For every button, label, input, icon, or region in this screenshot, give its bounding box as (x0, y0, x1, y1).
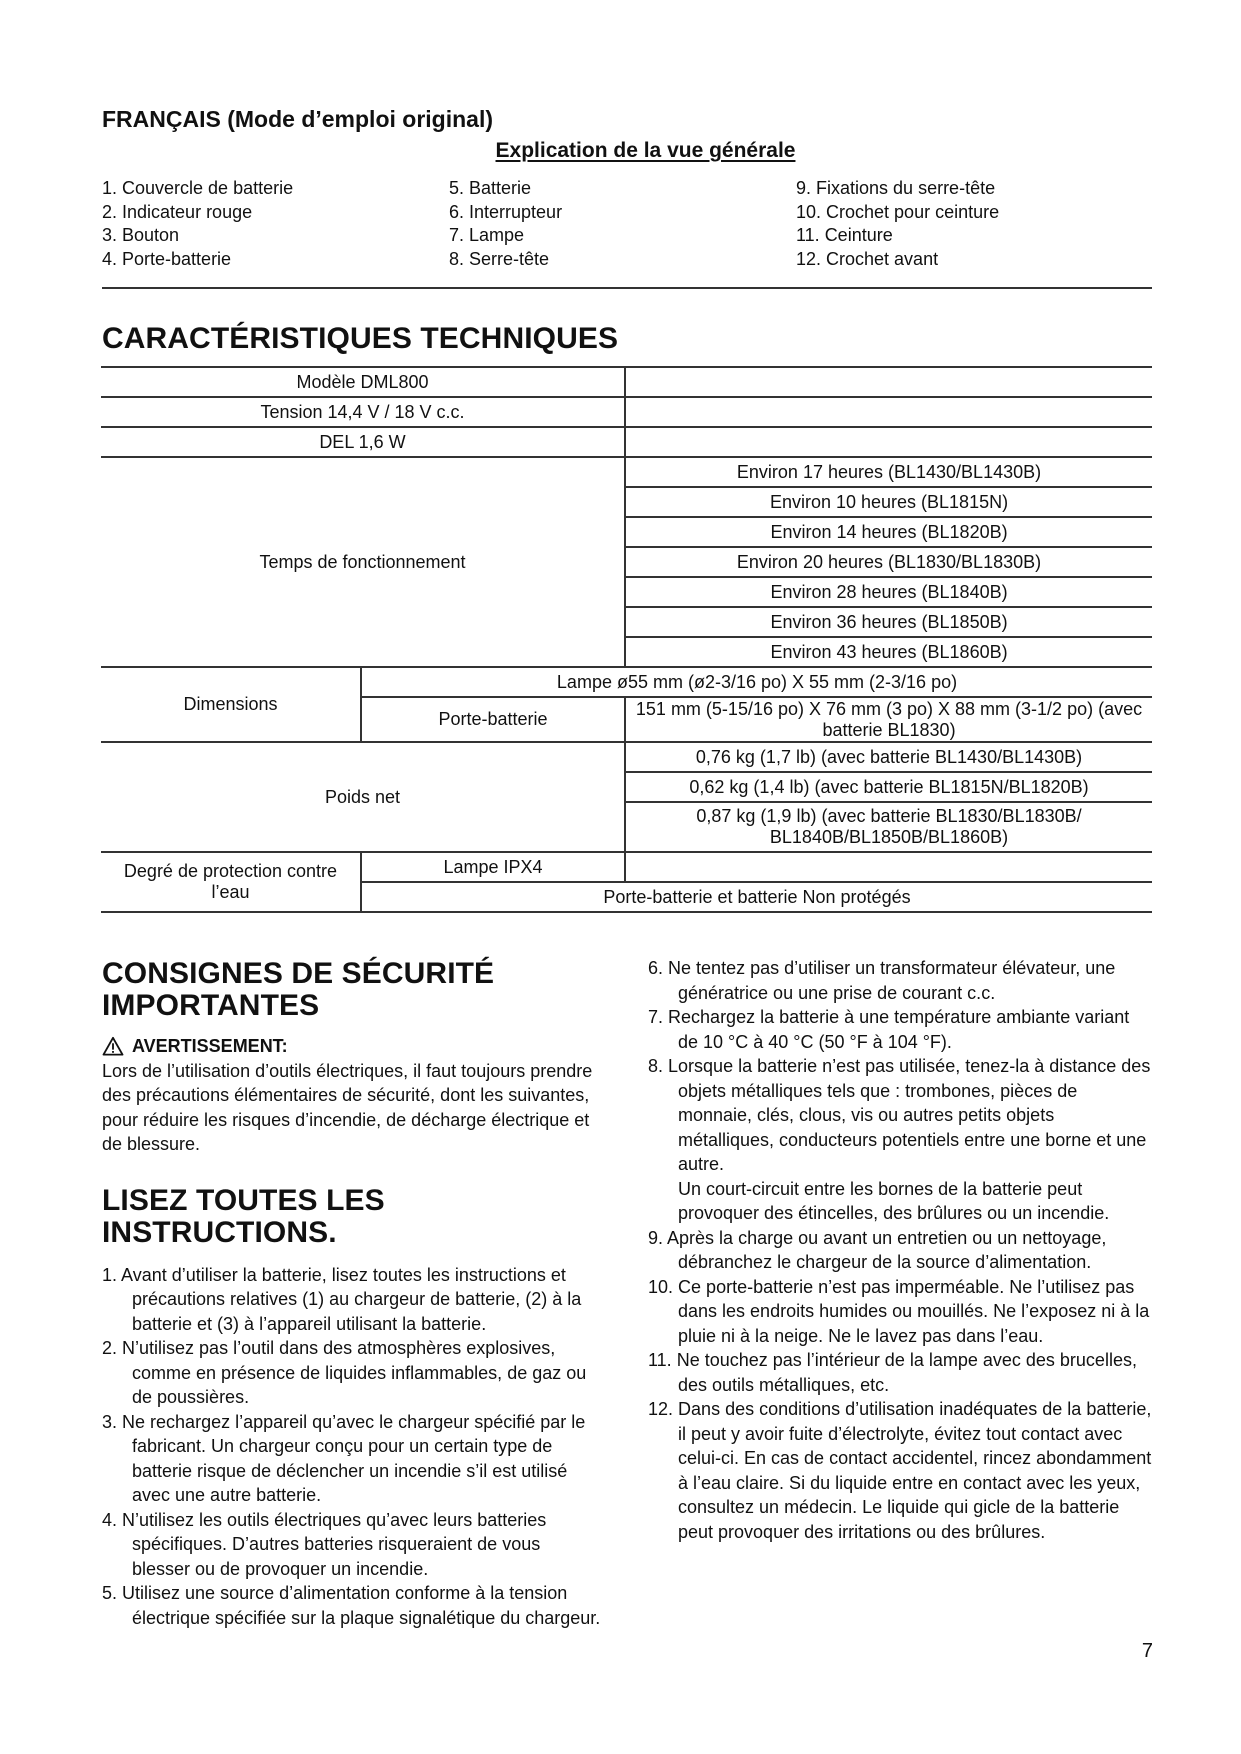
spec-runtime-value: Environ 36 heures (BL1850B) (625, 607, 1152, 637)
spec-weight-value: 0,62 kg (1,4 lb) (avec batterie BL1815N/BL1820B) (625, 772, 1152, 802)
spec-dim-holder-label: Porte-batterie (361, 697, 625, 742)
spec-weight-label: Poids net (101, 742, 625, 852)
part-item: 10. Crochet pour ceinture (796, 201, 1000, 222)
part-item: 12. Crochet avant (796, 248, 939, 269)
section-divider (102, 287, 1152, 289)
language-header: FRANÇAIS (Mode d’emploi original) (102, 106, 493, 132)
page-number: 7 (1141, 1640, 1153, 1662)
overview-title: Explication de la vue générale (495, 139, 796, 162)
safety-title: CONSIGNES DE SÉCURITÉ IMPORTANTES (102, 957, 495, 1022)
part-item: 8. Serre-tête (449, 248, 550, 269)
safety-item: 4. N’utilisez les outils électriques qu’avec leurs batteries spécifiques. D’autres batteries risqueraient de vous blesser ou de provoquer un incendie. (102, 1509, 547, 1579)
spec-runtime-value: Environ 20 heures (BL1830/BL1830B) (625, 547, 1152, 577)
safety-item: 5. Utilisez une source d’alimentation conforme à la tension électrique spécifiée sur la plaque signalétique du chargeur. (102, 1583, 601, 1628)
spec-runtime-value: Environ 10 heures (BL1815N) (625, 487, 1152, 517)
spec-row-model (101, 367, 1152, 397)
safety-item: 12. Dans des conditions d’utilisation inadéquates de la batterie, il peut y avoir fuite d’électrolyte, évitez tout contact avec celui-ci. En cas de contact accidentel, rincez abondamment à l’eau claire. Si du liquide entre en contact avec les yeux, consultez un médecin. Le liquide qui gicle de la batterie peut provoquer des irritations ou des brûlures. (648, 1399, 1152, 1542)
safety-list-left (102, 1263, 602, 1631)
part-item: 7. Lampe (449, 225, 525, 245)
spec-empty-cell (625, 427, 1152, 457)
warning-triangle-icon (102, 1036, 124, 1056)
warning-text: Lors de l’utilisation d’outils électriques, il faut toujours prendre des précautions élémentaires de sécurité, dont les suivantes, pour réduire les risques d’incendie, de décharge électrique et de blessure. (102, 1060, 593, 1154)
spec-empty-cell (625, 852, 1152, 882)
safety-item: 6. Ne tentez pas d’utiliser un transformateur élévateur, une génératrice ou une prise de courant c.c. (648, 958, 1116, 1003)
spec-row-voltage (101, 397, 1152, 427)
spec-runtime-value: Environ 43 heures (BL1860B) (625, 637, 1152, 667)
safety-item: 2. N’utilisez pas l’outil dans des atmosphères explosives, comme en présence de liquides inflammables, de gaz ou de poussières. (102, 1338, 587, 1407)
warning-label: AVERTISSEMENT: (132, 1036, 288, 1056)
spec-dim-holder-value: 151 mm (5-15/16 po) X 76 mm (3 po) X 88 mm (3-1/2 po) (avec batterie BL1830) (625, 697, 1152, 742)
specs-title: CARACTÉRISTIQUES TECHNIQUES (102, 322, 619, 355)
spec-protection-label: Degré de protection contre l’eau (101, 852, 361, 912)
safety-left-column (102, 958, 602, 1630)
spec-runtime-label: Temps de fonctionnement (101, 457, 625, 667)
warning-heading (102, 1034, 602, 1059)
spec-voltage: Tension 14,4 V / 18 V c.c. (101, 397, 625, 427)
safety-right-column (648, 956, 1153, 1544)
spec-dim-lamp: Lampe ø55 mm (ø2-3/16 po) X 55 mm (2-3/16 po) (361, 667, 1152, 697)
safety-item: 3. Ne rechargez l’appareil qu’avec le chargeur spécifié par le fabricant. Un chargeur conçu pour un certain type de batterie risque de déclencher un incendie s’il est utilisé avec une autre batterie. (102, 1411, 586, 1505)
part-item: 4. Porte-batterie (102, 248, 232, 269)
safety-item-extra: Un court-circuit entre les bornes de la batterie peut provoquer des étincelles, des brûlures ou un incendie. (678, 1178, 1110, 1223)
part-item: 1. Couvercle de batterie (102, 178, 294, 198)
part-item: 3. Bouton (102, 225, 180, 245)
safety-item: 11. Ne touchez pas l’intérieur de la lampe avec des brucelles, des outils métalliques, etc. (648, 1350, 1137, 1395)
spec-protection-holder: Porte-batterie et batterie Non protégés (361, 882, 1152, 912)
spec-row-weight (101, 742, 1152, 772)
parts-list (102, 177, 1152, 270)
part-item: 6. Interrupteur (449, 201, 563, 222)
specs-table (101, 366, 1152, 913)
spec-empty-cell (625, 367, 1152, 397)
safety-item: 10. Ce porte-batterie n’est pas imperméable. Ne l’utilisez pas dans les endroits humides ou mouillés. Ne l’exposez ni à la pluie ni à la neige. Ne le lavez pas dans l’eau. (648, 1276, 1150, 1346)
safety-item: 9. Après la charge ou avant un entretien ou un nettoyage, débranchez le chargeur de la source d’alimentation. (648, 1227, 1107, 1272)
spec-weight-value: 0,87 kg (1,9 lb) (avec batterie BL1830/BL1830B/ BL1840B/BL1850B/BL1860B) (625, 802, 1152, 852)
part-item: 2. Indicateur rouge (102, 201, 253, 222)
spec-row-led (101, 427, 1152, 457)
instructions-title: LISEZ TOUTES LES INSTRUCTIONS. (102, 1183, 385, 1249)
spec-empty-cell (625, 397, 1152, 427)
spec-row-runtime (101, 457, 1152, 487)
spec-model: Modèle DML800 (101, 367, 625, 397)
spec-row-protection (101, 852, 1152, 882)
spec-led: DEL 1,6 W (101, 427, 625, 457)
spec-runtime-value: Environ 28 heures (BL1840B) (625, 577, 1152, 607)
safety-item: 1. Avant d’utiliser la batterie, lisez toutes les instructions et précautions relatives (1) au chargeur de batterie, (2) à la batterie et (3) à l’appareil utilisant la batterie. (102, 1264, 582, 1334)
part-item: 5. Batterie (449, 178, 532, 198)
spec-weight-value: 0,76 kg (1,7 lb) (avec batterie BL1430/BL1430B) (625, 742, 1152, 772)
spec-dimensions-label: Dimensions (101, 667, 361, 742)
safety-item: 8. Lorsque la batterie n’est pas utilisée, tenez-la à distance des objets métalliques tels que : trombones, pièces de monnaie, clés, clous, vis ou autres petits objets métalliques, conducteurs potentiels entre une borne et une autre. Un court-circuit entre les bornes de la batterie peut provoquer des étincelles, des brûlures ou un incendie. (648, 1056, 1151, 1223)
part-item: 11. Ceinture (796, 225, 893, 245)
spec-runtime-value: Environ 14 heures (BL1820B) (625, 517, 1152, 547)
spec-protection-lamp: Lampe IPX4 (361, 852, 625, 882)
safety-list-right (648, 956, 1153, 1544)
spec-row-dimensions (101, 667, 1152, 697)
spec-runtime-value: Environ 17 heures (BL1430/BL1430B) (625, 457, 1152, 487)
safety-item: 7. Rechargez la batterie à une température ambiante variant de 10 °C à 40 °C (50 °F à 104 °F). (648, 1007, 1130, 1052)
part-item: 9. Fixations du serre-tête (796, 178, 996, 198)
